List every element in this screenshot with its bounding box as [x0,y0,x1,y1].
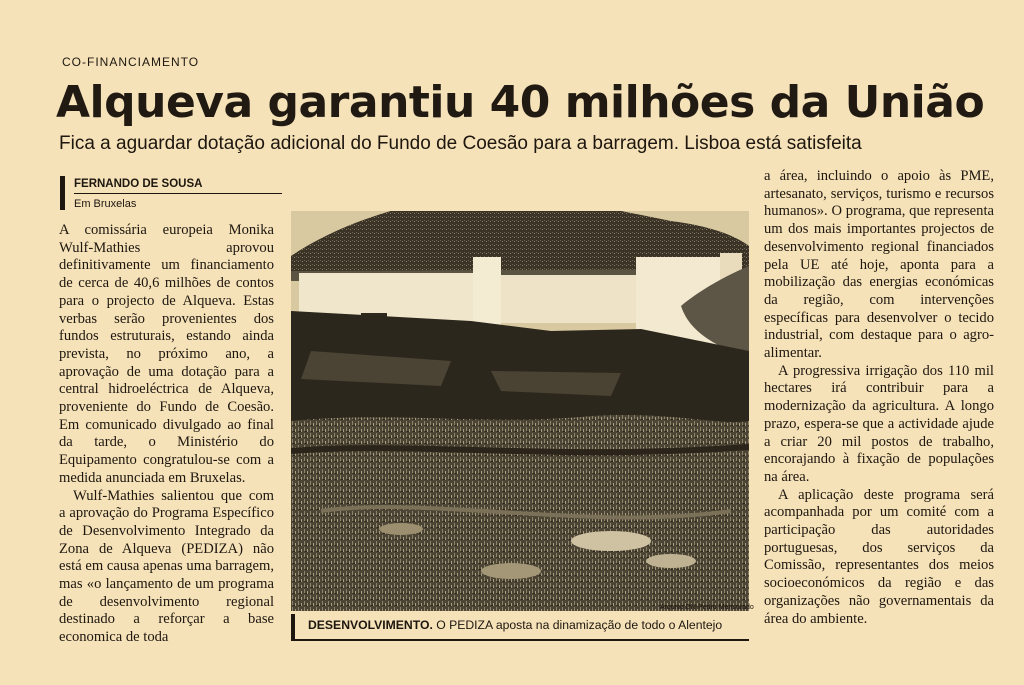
caption-text: O PEDIZA aposta na dinamização de todo o Alentejo [436,618,723,632]
caption-bar [291,614,295,639]
subheadline: Fica a aguardar dotação adicional do Fundo de Coesão para a barragem. Lisboa está satisfeita [59,133,862,154]
article-column-3 [764,168,994,628]
article-photo [291,211,749,611]
article-column-1 [59,222,274,647]
caption-label: DESENVOLVIMENTO. [308,618,433,632]
photo-caption [308,618,722,632]
photo-caption-box [291,614,749,641]
byline-location: Em Bruxelas [74,198,137,210]
paragraph: a área, incluindo o apoio às PME, artesanato, serviços, turismo e recursos humanos». O programa, que representa um dos mais importantes projectos de desenvolvimento regional financiados pela UE até hoje, aponta para a mobilização das energias económicas da região, com intervenções específicas para desenvolver o tecido industrial, com destaque para o agro-alimentar. [764,168,994,362]
byline-bar [60,176,65,210]
byline-author: FERNANDO DE SOUSA [74,178,203,190]
paragraph: A progressiva irrigação dos 110 mil hectares irá contribuir para a modernização da agricultura. A longo prazo, espera-se que a actividade ajude a criar 20 mil postos de trabalho, encorajando à fixação de populações na área. [764,362,994,485]
photo-credit: Arquivo DN-Pedro Mensurado [660,604,754,611]
byline-rule [74,193,282,194]
paragraph: A aplicação deste programa será acompanhada por um comité com a participação das autoridades portuguesas, dos serviços da Comissão, representantes dos meios socioeconómicos da região e das organizações não governamentais da área do ambiente. [764,486,994,627]
section-kicker: CO-FINANCIAMENTO [62,55,200,69]
paragraph: A comissária europeia Monika Wulf-Mathies aprovou definitivamente um financiamento de cerca de 40,6 milhões de contos para o projecto de Alqueva. Estas verbas serão provenientes dos fundos estruturais, estando ainda prevista, no próximo ano, a aprovação de uma dotação para a central hidroeléctrica de Alqueva, proveniente do Fundo de Coesão. Em comunicado divulgado ao final da tarde, o Ministério do Equipamento congratulou-se com a medida anunciada em Bruxelas. [59,222,274,486]
paragraph: Wulf-Mathies salientou que com a aprovação do Programa Específico de Desenvolvimento Integrado da Zona de Alqueva (PEDIZA) não está em causa apenas uma barragem, mas «o lançamento de um programa de desenvolvimento regional destinado a reforçar a base economica de toda [59,487,274,646]
headline: Alqueva garantiu 40 milhões da União [56,77,985,128]
dam-photo-illustration [291,211,749,611]
